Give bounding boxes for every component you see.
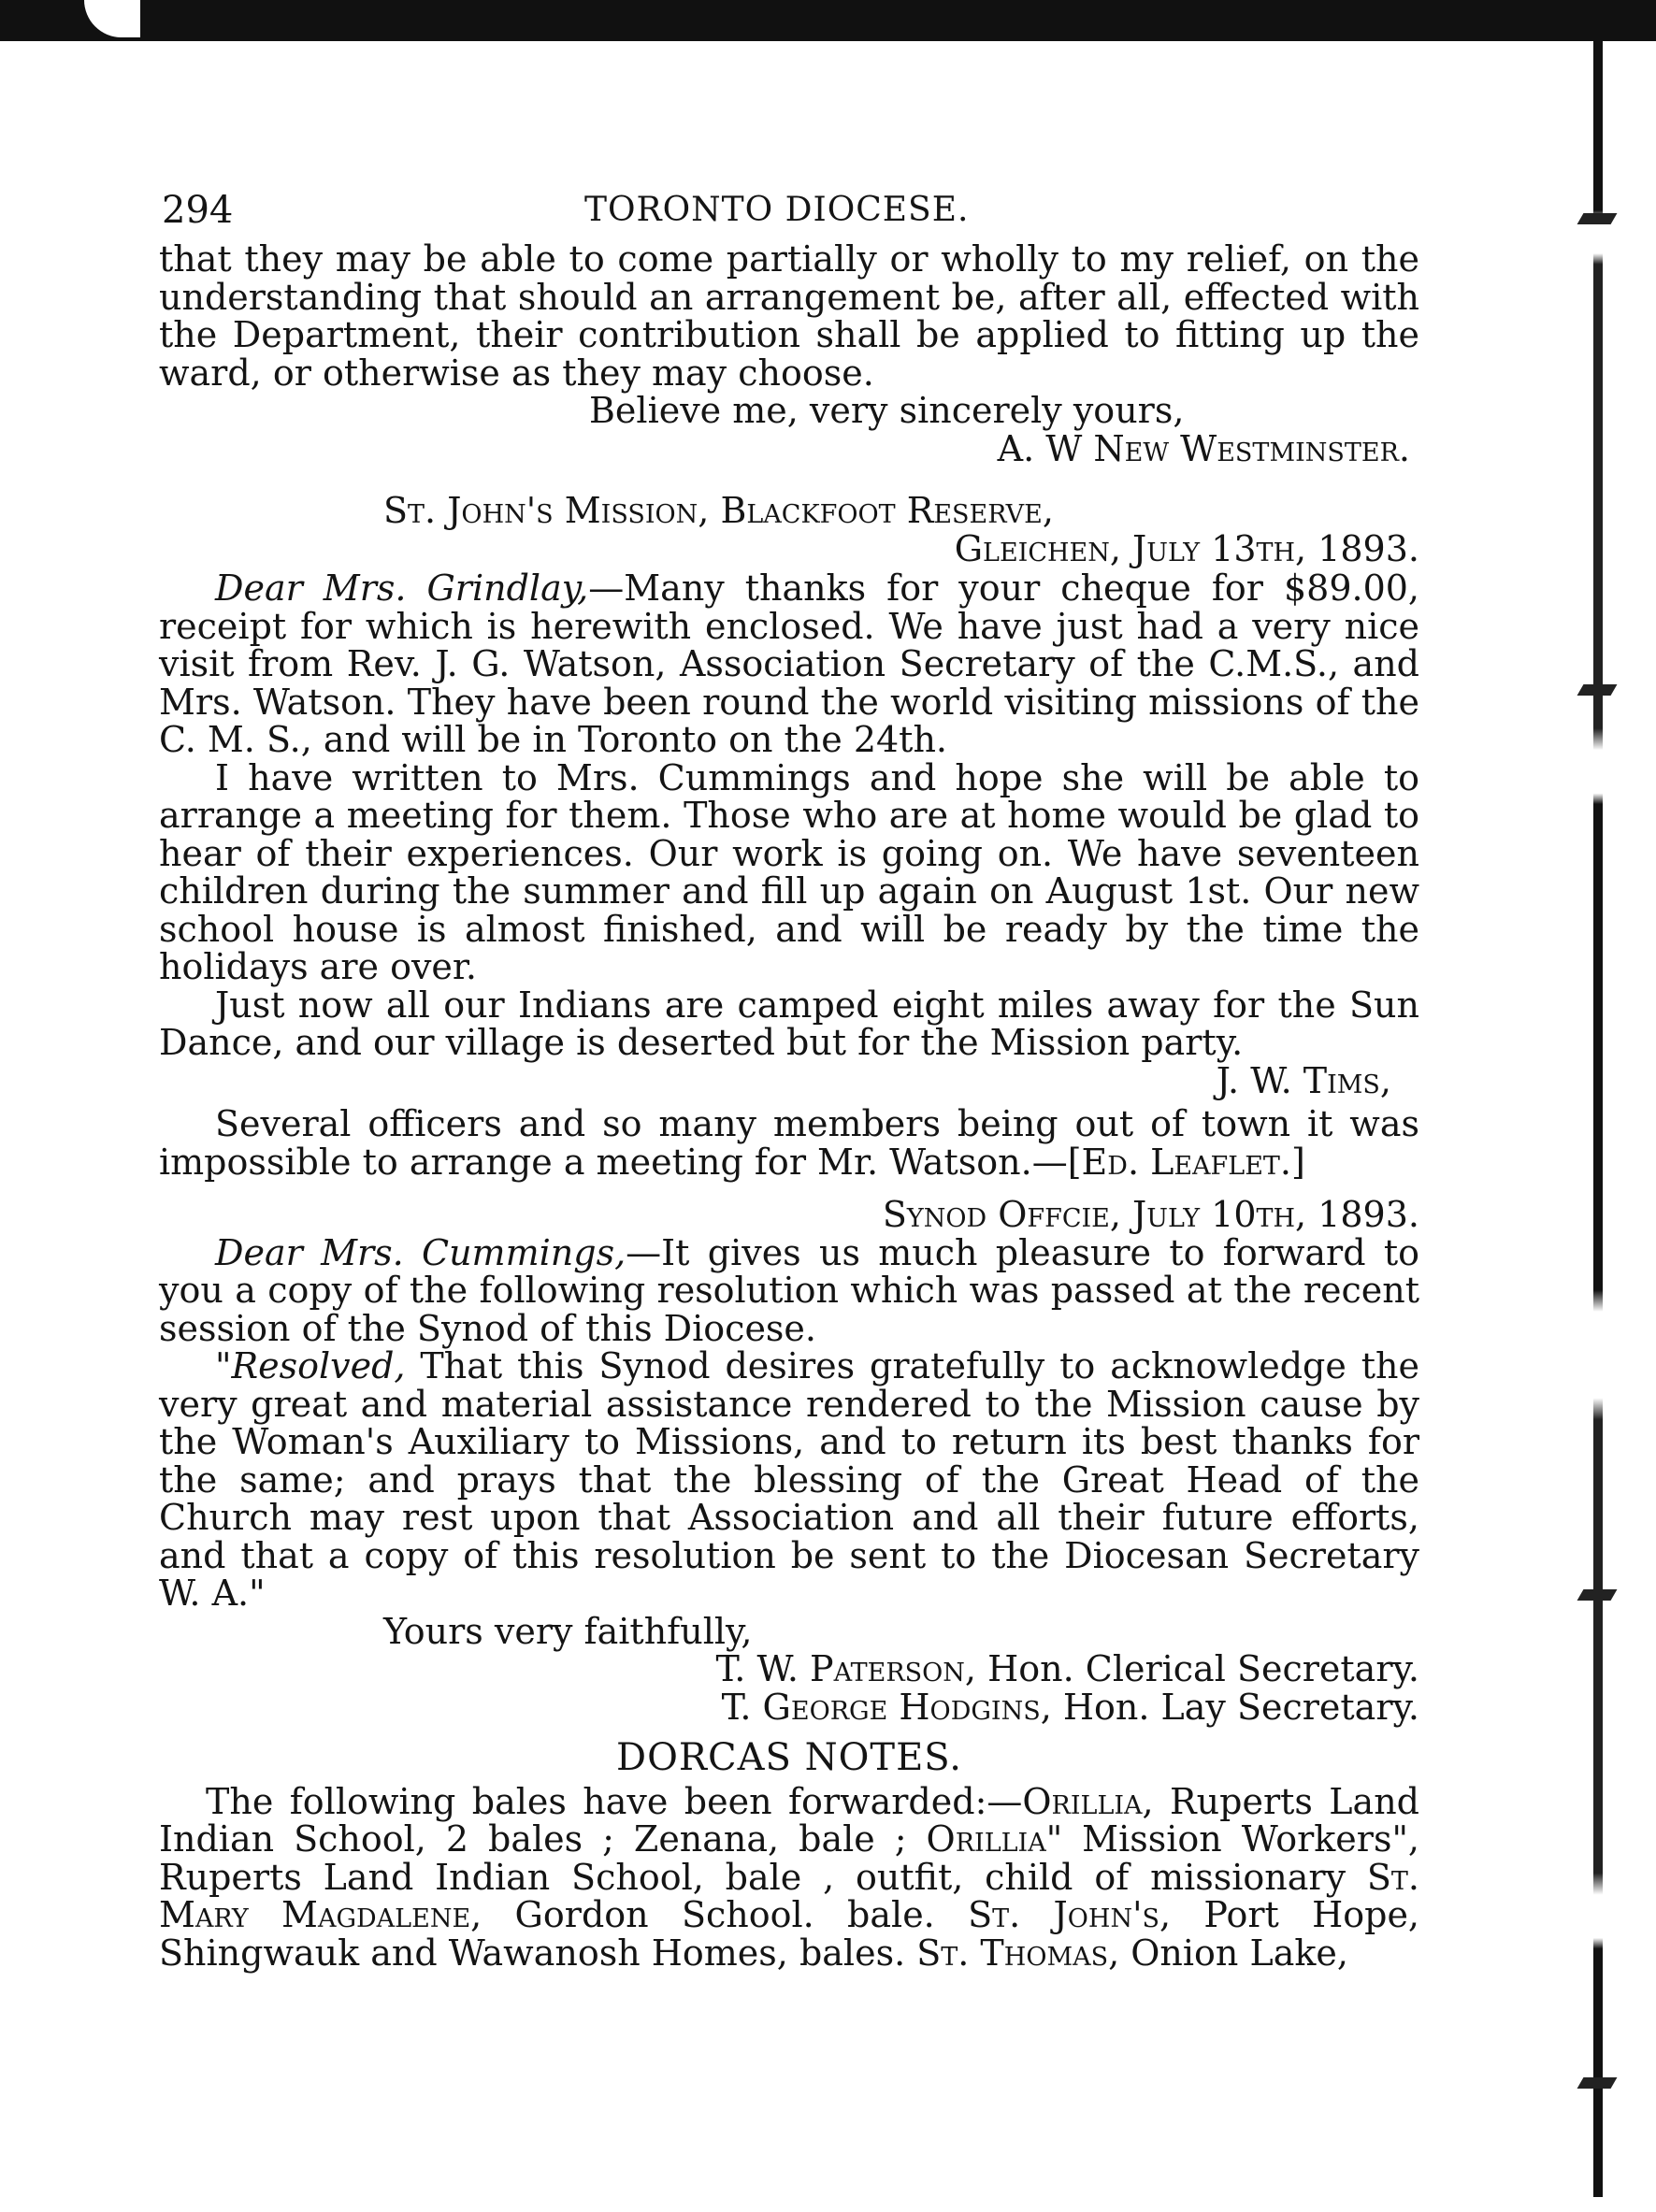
letter3-signer1: T. W. Paterson, Hon. Clerical Secretary. xyxy=(715,1648,1419,1689)
letter2-salutation: Dear Mrs. Grindlay, xyxy=(215,567,589,609)
scan-mark xyxy=(1577,2077,1618,2089)
page-number: 294 xyxy=(162,189,234,232)
letter3-dateline: Synod Offcie, July 10th, 1893. xyxy=(882,1194,1419,1235)
letter3-closing: Yours very faithfully, xyxy=(383,1610,753,1652)
letter1-signature: A. W New Westminster. xyxy=(997,427,1410,469)
letter2-address-line2: Gleichen, July 13th, 1893. xyxy=(954,527,1419,569)
dorcas-body: The following bales have been forwarded:—Orillia, Ruperts Land Indian School, 2 bales ; Zenana, bale ; Orillia" Mission Workers", Ruperts Land Indian School, bale , outfit, child of missionary St. Mary Magdalene, Gordon School. bale. St. John's, Port Hope, Shingwauk and Wawanosh Homes, bales. St. Thomas, Onion Lake, xyxy=(159,1780,1420,1974)
letter3-signer2: T. George Hodgins, Hon. Lay Secretary. xyxy=(721,1686,1419,1728)
page-header xyxy=(159,182,1419,240)
scan-mark xyxy=(1577,213,1618,224)
running-head: TORONTO DIOCESE. xyxy=(584,191,970,229)
scan-mark xyxy=(1577,1589,1618,1601)
letter3-resolution: "Resolved, That this Synod desires gratefully to acknowledge the very great and material assistance rendered to the Mission cause by the Woman's Auxiliary to Missions, and to return its best thanks for the same; and prays that the blessing of the Great Head of the Church may rest upon that Association and all their future efforts, and that a copy of this resolution be sent to the Diocesan Secretary W. A." xyxy=(159,1345,1419,1614)
letter2-para2: I have written to Mrs. Cummings and hope she will be able to arrange a meeting for them. Those who are at home would be glad to hear of their experiences. Our work is going on. We have seventeen children during the summer and fill up again on August 1st. Our new school house is almost finished, and will be ready by the time the holidays are over. xyxy=(159,756,1419,987)
dorcas-heading: DORCAS NOTES. xyxy=(616,1736,962,1779)
scan-border-gap xyxy=(0,41,1656,54)
letter3-para1: Dear Mrs. Cummings,—It gives us much pleasure to forward to you a copy of the following resolution which was passed at the recent session of the Synod of this Diocese. xyxy=(159,1231,1419,1349)
letter1-closing: Believe me, very sincerely yours, xyxy=(589,390,1185,431)
letter2-address-line1: St. John's Mission, Blackfoot Reserve, xyxy=(383,490,1054,531)
editor-note: Several officers and so many members being out of town it was impossible to arrange a meeting for Mr. Watson.—[Ed. Leaflet.] xyxy=(159,1103,1419,1183)
editor-credit: [Ed. Leaflet.] xyxy=(1067,1141,1305,1183)
letter2-para1: Dear Mrs. Grindlay,—Many thanks for your cheque for $89.00, receipt for which is herewith enclosed. We have just had a very nice visit from Rev. J. G. Watson, Association Secretary of the C.M.S., and Mrs. Watson. They have been round the world visiting missions of the C. M. S., and will be in Toronto on the 24th. xyxy=(159,567,1420,760)
letter3-salutation: Dear Mrs. Cummings, xyxy=(215,1231,626,1273)
letter2-signature: J. W. Tims, xyxy=(1216,1059,1391,1101)
scan-border-right xyxy=(1593,37,1603,2197)
scan-mark xyxy=(1577,684,1618,696)
letter2-para3: Just now all our Indians are camped eight miles away for the Sun Dance, and our village is deserted but for the Mission party. xyxy=(159,984,1419,1063)
document-page xyxy=(159,182,1419,1972)
letter1-body: that they may be able to come partially or wholly to my relief, on the understanding that should an arrangement be, after all, effected with the Department, their contribution shall be applied to fitting up the ward, or otherwise as they may choose. xyxy=(159,238,1419,394)
resolved-word: "Resolved, xyxy=(215,1345,406,1386)
